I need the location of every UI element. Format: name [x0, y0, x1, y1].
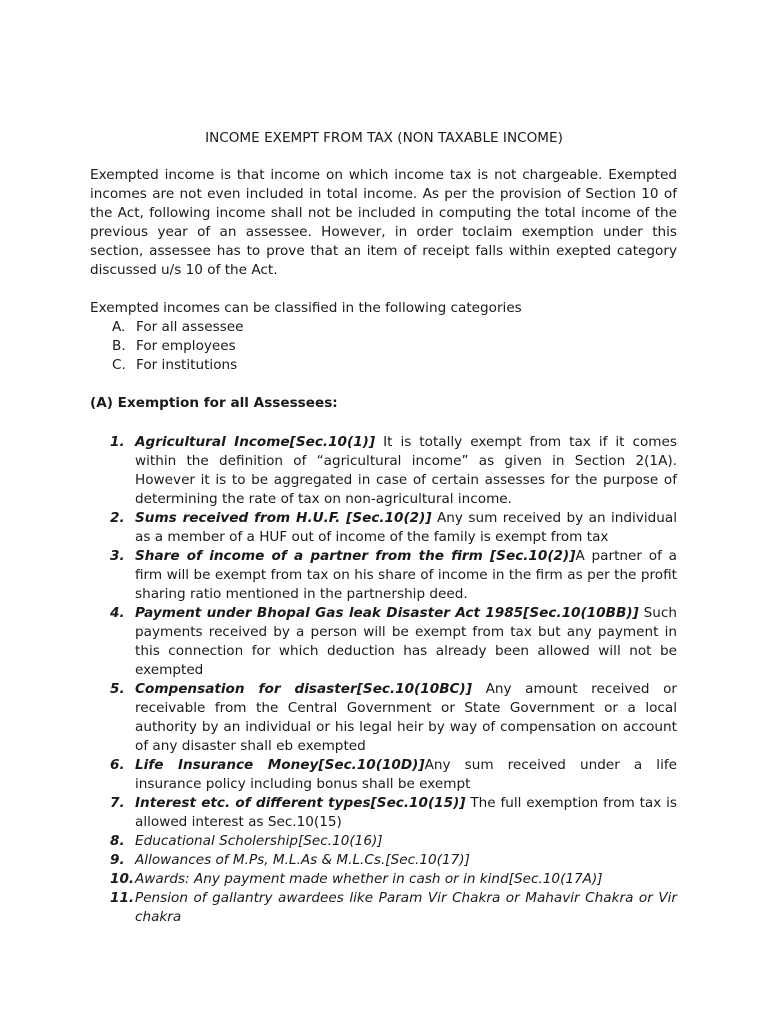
list-item: [110, 680, 677, 756]
list-item: [110, 547, 677, 604]
item-body: Such payments received by a person will be exempt from tax but any payment in this connection for which deduction has already been allowed will not be exempted: [135, 605, 677, 678]
list-marker: B.: [112, 338, 126, 354]
list-item-text: For employees: [136, 338, 236, 354]
list-number: 8.: [110, 833, 125, 849]
list-item: [112, 318, 244, 337]
list-item: [112, 337, 244, 356]
item-body: Any sum received under a life insurance policy including bonus shall be exempt: [135, 757, 677, 792]
list-item: [110, 794, 677, 832]
list-marker: A.: [112, 319, 126, 335]
categories-intro: Exempted incomes can be classified in the following categories: [90, 300, 522, 316]
list-item-text: For institutions: [136, 357, 238, 373]
item-heading: Sums received from H.U.F. [Sec.10(2)]: [135, 510, 432, 526]
list-number: 9.: [110, 852, 125, 868]
list-number: 6.: [110, 757, 125, 773]
list-number: 2.: [110, 510, 125, 526]
list-number: 10.: [110, 871, 135, 887]
categories-list: [112, 318, 244, 375]
item-body: It is totally exempt from tax if it comes within the definition of “agricultural income” as given in Section 2(1A). However it is to be aggregated in case of certain assesses for the purpose of determining the rate of tax on non-agricultural income.: [135, 434, 677, 507]
list-marker: C.: [112, 357, 126, 373]
item-body: Any amount received or receivable from the Central Government or State Government or a local authority by an individual or his legal heir by way of compensation on account of any disaster shall eb exempted: [135, 681, 677, 754]
page-title: INCOME EXEMPT FROM TAX (NON TAXABLE INCOME): [205, 130, 563, 146]
item-heading: Agricultural Income[Sec.10(1)]: [135, 434, 376, 450]
item-body: Any sum received by an individual as a member of a HUF out of income of the family is exempt from tax: [135, 510, 677, 545]
item-text: Awards: Any payment made whether in cash or in kind[Sec.10(17A)]: [135, 871, 603, 887]
item-body: A partner of a firm will be exempt from tax on his share of income in the firm as per the profit sharing ratio mentioned in the partnership deed.: [135, 548, 677, 602]
item-heading: Payment under Bhopal Gas leak Disaster Act 1985[Sec.10(10BB)]: [135, 605, 639, 621]
intro-paragraph: Exempted income is that income on which income tax is not chargeable. Exempted incomes are not even included in total income. As per the provision of Section 10 of the Act, following income shall not be included in computing the total income of the previous year of an assessee. However, in order toclaim exemption under this section, assessee has to prove that an item of receipt falls within exepted category discussed u/s 10 of the Act.: [90, 167, 677, 278]
item-heading: Share of income of a partner from the firm [Sec.10(2)]: [135, 548, 576, 564]
item-heading: Life Insurance Money[Sec.10(10D)]: [135, 757, 425, 773]
item-heading: Interest etc. of different types[Sec.10(15)]: [135, 795, 466, 811]
list-item: [110, 604, 677, 680]
list-item: [110, 756, 677, 794]
list-number: 1.: [110, 434, 125, 450]
list-item-text: For all assessee: [136, 319, 244, 335]
item-text: Allowances of M.Ps, M.L.As & M.L.Cs.[Sec.10(17)]: [135, 852, 470, 868]
list-number: 7.: [110, 795, 125, 811]
item-text: Educational Scholership[Sec.10(16)]: [135, 833, 383, 849]
list-number: 3.: [110, 548, 125, 564]
list-item: [110, 433, 677, 509]
list-item: [110, 509, 677, 547]
list-number: 5.: [110, 681, 125, 697]
list-item: [112, 356, 244, 375]
list-number: 4.: [110, 605, 125, 621]
item-body: The full exemption from tax is allowed interest as Sec.10(15): [135, 795, 678, 830]
item-text: Pension of gallantry awardees like Param Vir Chakra or Mahavir Chakra or Vir chakra: [135, 890, 677, 925]
list-item: [110, 889, 677, 927]
list-item: [110, 832, 677, 851]
section-heading: (A) Exemption for all Assessees:: [90, 395, 338, 411]
exemptions-list: [110, 433, 677, 927]
list-number: 11.: [110, 890, 135, 906]
list-item: [110, 851, 677, 870]
list-item: [110, 870, 677, 889]
item-heading: Compensation for disaster[Sec.10(10BC)]: [135, 681, 472, 697]
